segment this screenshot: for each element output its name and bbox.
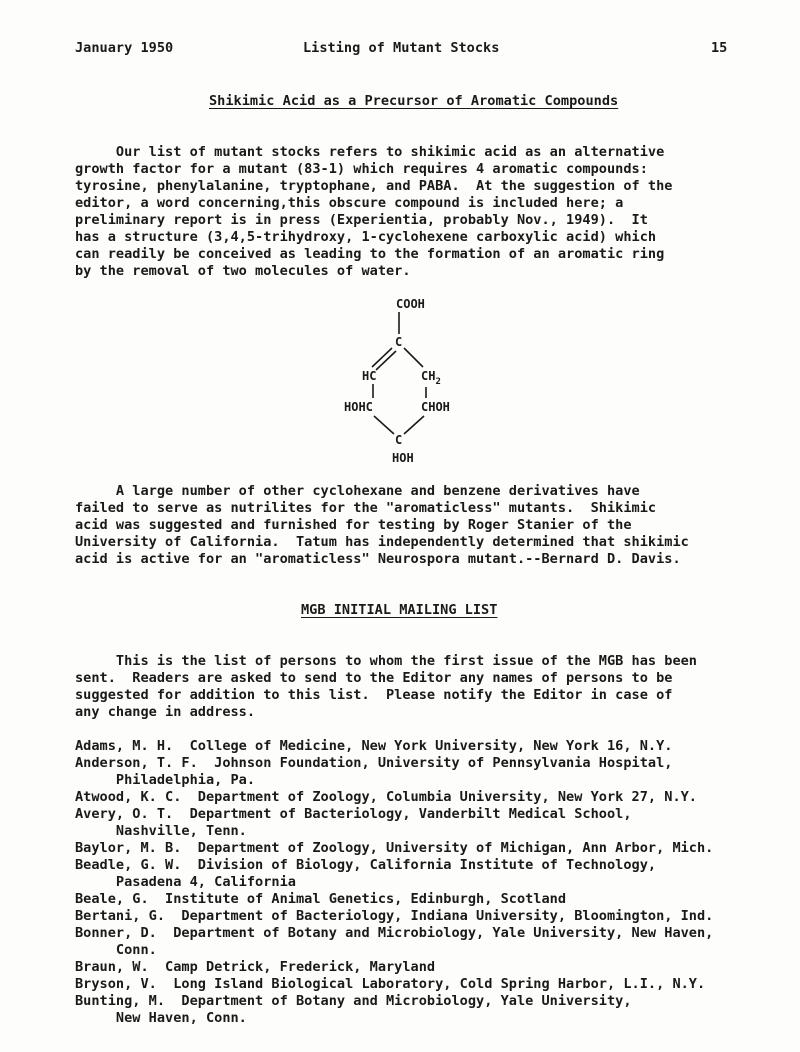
header-title: Listing of Mutant Stocks [303, 40, 500, 56]
structure-hoh: HOH [392, 451, 414, 465]
list-item: Pasadena 4, California [75, 874, 296, 890]
bond-line [374, 416, 394, 434]
text-line: sent. Readers are asked to send to the Editor any names of persons to be [75, 670, 673, 686]
structure-cooh: COOH [396, 297, 425, 311]
list-item: Atwood, K. C. Department of Zoology, Columbia University, New York 27, N.Y. [75, 789, 697, 805]
list-item: Bonner, D. Department of Botany and Microbiology, Yale University, New Haven, [75, 925, 714, 941]
shikimic-acid-structure [330, 292, 470, 467]
text-line: has a structure (3,4,5-trihydroxy, 1-cyclohexene carboxylic acid) which [75, 229, 657, 245]
list-item: Bunting, M. Department of Botany and Microbiology, Yale University, [75, 993, 632, 1009]
list-item: Bertani, G. Department of Bacteriology, Indiana University, Bloomington, Ind. [75, 908, 714, 924]
list-item: Adams, M. H. College of Medicine, New York University, New York 16, N.Y. [75, 738, 673, 754]
list-item: Braun, W. Camp Detrick, Frederick, Maryland [75, 959, 436, 975]
text-line: tyrosine, phenylalanine, tryptophane, and PABA. At the suggestion of the [75, 178, 673, 194]
structure-c-top: C [395, 335, 403, 349]
text-line: suggested for addition to this list. Please notify the Editor in case of [75, 687, 673, 703]
structure-ch2: $CH_2$ [421, 369, 441, 387]
text-line: can readily be conceived as leading to the formation of an aromatic ring [75, 246, 665, 262]
bond-line [404, 348, 423, 367]
structure-c-bottom: C [395, 433, 403, 447]
list-item: Beale, G. Institute of Animal Genetics, Edinburgh, Scotland [75, 891, 567, 907]
text-line: growth factor for a mutant (83-1) which requires 4 aromatic compounds: [75, 161, 648, 177]
section-title-mailing-list: MGB INITIAL MAILING LIST [301, 602, 498, 618]
list-item: Anderson, T. F. Johnson Foundation, University of Pennsylvania Hospital, [75, 755, 673, 771]
structure-hc: HC [362, 369, 377, 383]
header-date: January 1950 [75, 40, 174, 56]
text-line: acid is active for an "aromaticless" Neurospora mutant.--Bernard D. Davis. [75, 551, 681, 567]
bond-line [404, 416, 424, 434]
list-item: Baylor, M. B. Department of Zoology, University of Michigan, Ann Arbor, Mich. [75, 840, 714, 856]
section-title-shikimic: Shikimic Acid as a Precursor of Aromatic Compounds [209, 93, 619, 109]
text-line: editor, a word concerning,this obscure compound is included here; a [75, 195, 624, 211]
text-line: by the removal of two molecules of water. [75, 263, 411, 279]
text-line: Our list of mutant stocks refers to shikimic acid as an alternative [75, 144, 665, 160]
structure-choh: CHOH [421, 400, 450, 414]
list-item: Avery, O. T. Department of Bacteriology, Vanderbilt Medical School, [75, 806, 632, 822]
list-item: Philadelphia, Pa. [75, 772, 256, 788]
page-number: 15 [711, 40, 728, 56]
list-item: New Haven, Conn. [75, 1010, 247, 1026]
list-item: Nashville, Tenn. [75, 823, 247, 839]
list-item: Bryson, V. Long Island Biological Laboratory, Cold Spring Harbor, L.I., N.Y. [75, 976, 706, 992]
list-item: Conn. [75, 942, 157, 958]
text-line: University of California. Tatum has independently determined that shikimic [75, 534, 689, 550]
structure-hohc: HOHC [344, 400, 373, 414]
text-line: This is the list of persons to whom the first issue of the MGB has been [75, 653, 697, 669]
list-item: Beadle, G. W. Division of Biology, California Institute of Technology, [75, 857, 657, 873]
text-line: preliminary report is in press (Experientia, probably Nov., 1949). It [75, 212, 648, 228]
text-line: failed to serve as nutrilites for the "aromaticless" mutants. Shikimic [75, 500, 657, 516]
text-line: acid was suggested and furnished for testing by Roger Stanier of the [75, 517, 632, 533]
text-line: any change in address. [75, 704, 256, 720]
text-line: A large number of other cyclohexane and benzene derivatives have [75, 483, 640, 499]
